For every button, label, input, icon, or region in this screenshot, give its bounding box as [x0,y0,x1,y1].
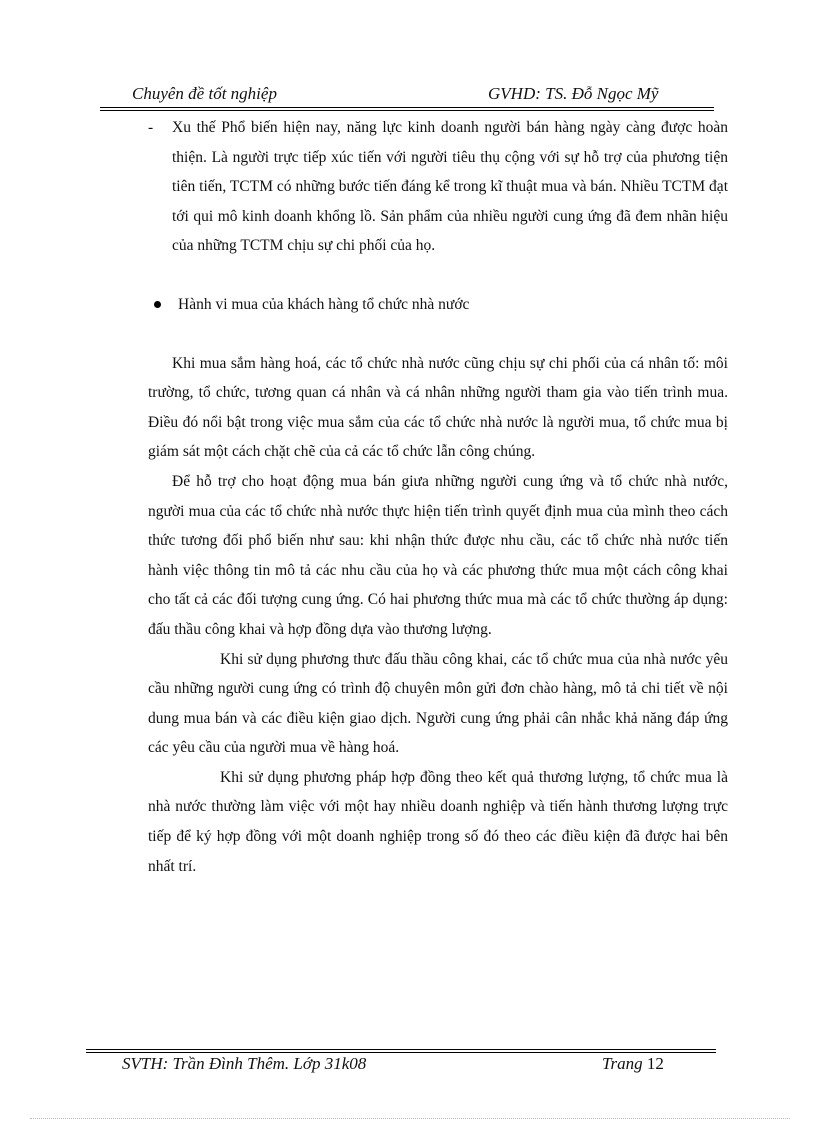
header-rule-double [100,110,714,111]
paragraph: Khi mua sắm hàng hoá, các tổ chức nhà nước cũng chịu sự chi phối của cá nhân tố: môi trường, tổ chức, tương quan cá nhân và cá nhân những người tham gia vào tiến trình mua. Điều đó nổi bật trong việc mua sắm của các tổ chức nhà nước là người mua, tổ chức mua bị giám sát một cách chặt chẽ của cả các tổ chức lẫn công chúng. [148,354,728,461]
footer-author: SVTH: Trần Đình Thêm. Lớp 31k08 [122,1054,367,1073]
header-advisor: GVHD: TS. Đỗ Ngọc Mỹ [488,84,659,103]
footer-rule [86,1049,716,1050]
dash-item-text: Xu thế Phổ biến hiện nay, năng lực kinh doanh người bán hàng ngày càng được hoàn thiện. Là người trực tiếp xúc tiến với người tiêu thụ cộng với sự hỗ trợ của phương tiện tiên tiến, TCTM có những bước tiến đáng kể trong kĩ thuật mua và bán. Nhiều TCTM đạt tới qui mô kinh doanh khổng lồ. Sản phẩm của nhiều người cung ứng đã đem nhãn hiệu của những TCTM chịu sự chi phối của họ. [172,119,728,255]
page-footer [122,1054,682,1080]
dash-marker: - [148,119,154,136]
paragraph: Khi sử dụng phương thưc đấu thầu công khai, các tổ chức mua của nhà nước yêu cầu những người cung ứng có trình độ chuyên môn gửi đơn chào hàng, mô tả chi tiết về nội dung mua bán và các điều kiện giao dịch. Người cung ứng phải cân nhắc khả năng đáp ứng các yêu cầu của người mua về hàng hoá. [148,650,728,757]
paragraph: Để hỗ trợ cho hoạt động mua bán giưa những người cung ứng và tổ chức nhà nước, người mua của các tổ chức nhà nước thực hiện tiến trình quyết định mua của mình theo cách thức tương đối phổ biến như sau: khi nhận thức được nhu cầu, các tổ chức nhà nước tiến hành việc thông tin mô tả các nhu cầu của họ và các phương thức mua một cách công khai cho tất cả các đối tượng cung ứng. Có hai phương thức mua mà các tổ chức thường áp dụng: đấu thầu công khai và hợp đồng dựa vào thương lượng. [148,472,728,638]
page-label: Trang [602,1054,643,1073]
header-rule [100,107,714,108]
page-header [100,84,714,108]
header-title: Chuyên đề tốt nghiệp [132,84,277,103]
page-body [148,113,728,881]
bullet-heading-item [148,290,728,320]
section-heading: Hành vi mua của khách hàng tổ chức nhà nước [178,295,470,313]
bullet-icon [154,301,161,308]
page-number: 12 [646,1054,664,1073]
page-edge-dotted-line [30,1118,790,1119]
paragraph: Khi sử dụng phương pháp hợp đồng theo kết quả thương lượng, tổ chức mua là nhà nước thường làm việc với một hay nhiều doanh nghiệp và tiến hành thương lượng trực tiếp để ký hợp đồng với một doanh nghiệp trong số đó theo các điều kiện đã được hai bên nhất trí. [148,768,728,875]
footer-rule-double [86,1052,716,1053]
page-number-block [602,1054,664,1074]
dash-list-item [148,113,728,261]
